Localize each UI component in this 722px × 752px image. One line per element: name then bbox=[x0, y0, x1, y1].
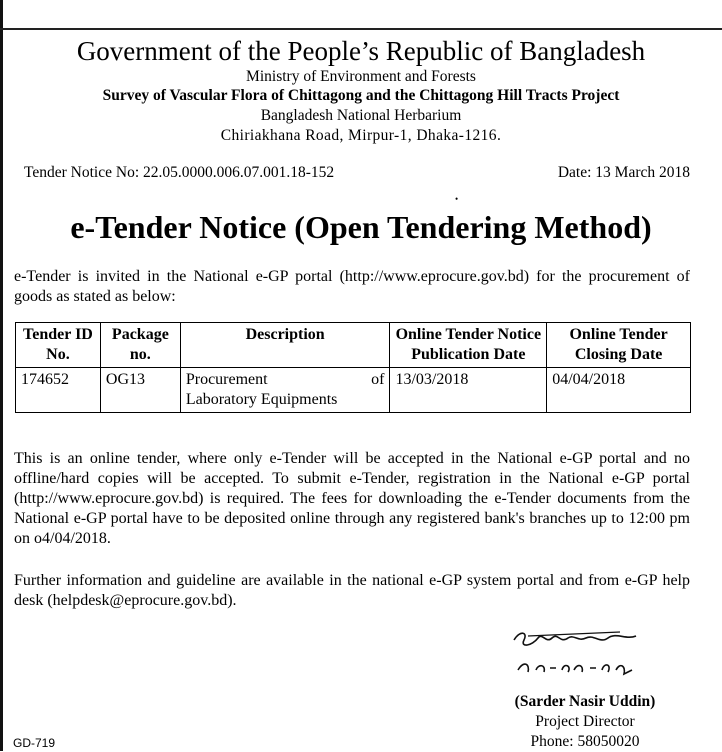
description-word-2: of bbox=[371, 371, 385, 388]
description-word-1: Procurement bbox=[185, 371, 268, 388]
signature-block bbox=[470, 692, 700, 752]
signatory-phone: Phone: 58050020 bbox=[530, 733, 640, 750]
cell-tender-id: 174652 bbox=[16, 368, 101, 413]
ministry-name: Ministry of Environment and Forests bbox=[246, 68, 476, 85]
cell-description bbox=[180, 368, 390, 413]
cell-package: OG13 bbox=[100, 368, 180, 413]
table-row bbox=[16, 368, 691, 413]
header-closing-date: Online Tender Closing Date bbox=[547, 323, 691, 368]
cell-closing-date: 04/04/2018 bbox=[547, 368, 691, 413]
herbarium-name: Bangladesh National Herbarium bbox=[260, 107, 462, 124]
footer-code: GD-719 bbox=[13, 736, 56, 750]
description-line-2: Laboratory Equipments bbox=[185, 391, 338, 408]
stray-mark: • bbox=[455, 194, 459, 204]
table-header-row bbox=[16, 323, 691, 368]
handwritten-signature bbox=[508, 626, 648, 686]
tender-rules-paragraph: This is an online tender, where only e-Tender will be accepted in the National e-GP portal and no offline/hard copies will be accepted. To submit e-Tender, registration in the National e-GP portal (http://www.eprocure.gov.bd) is required. The fees for downloading the e-Tender documents from the National e-GP portal have to be deposited online through any registered bank's branches up to 12:00 pm on o4/04/2018. bbox=[14, 450, 690, 547]
header-description: Description bbox=[180, 323, 390, 368]
project-name: Survey of Vascular Flora of Chittagong and the Chittagong Hill Tracts Project bbox=[102, 87, 620, 104]
page-frame-top-border bbox=[0, 28, 722, 30]
cell-publication-date: 13/03/2018 bbox=[390, 368, 547, 413]
signatory-name: (Sarder Nasir Uddin) bbox=[514, 693, 656, 710]
tender-table bbox=[15, 322, 691, 413]
notice-date: Date: 13 March 2018 bbox=[557, 164, 690, 181]
tender-notice-number: Tender Notice No: 22.05.0000.006.07.001.18-152 bbox=[24, 164, 335, 181]
header-package: Package no. bbox=[100, 323, 180, 368]
intro-paragraph: e-Tender is invited in the National e-GP portal (http://www.eprocure.gov.bd) for the procurement of goods as stated as below: bbox=[14, 268, 690, 305]
government-name: Government of the People’s Republic of Bangladesh bbox=[76, 36, 646, 66]
signatory-designation: Project Director bbox=[535, 713, 635, 730]
notice-title: e-Tender Notice (Open Tendering Method) bbox=[70, 209, 652, 245]
header-publication-date: Online Tender Notice Publication Date bbox=[390, 323, 547, 368]
letterhead bbox=[0, 36, 722, 146]
office-address: Chiriakhana Road, Mirpur-1, Dhaka-1216. bbox=[220, 127, 502, 144]
header-tender-id: Tender ID No. bbox=[16, 323, 101, 368]
further-info-paragraph: Further information and guideline are available in the national e-GP system portal and from e-GP help desk (helpdesk@eprocure.gov.bd). bbox=[14, 572, 690, 609]
